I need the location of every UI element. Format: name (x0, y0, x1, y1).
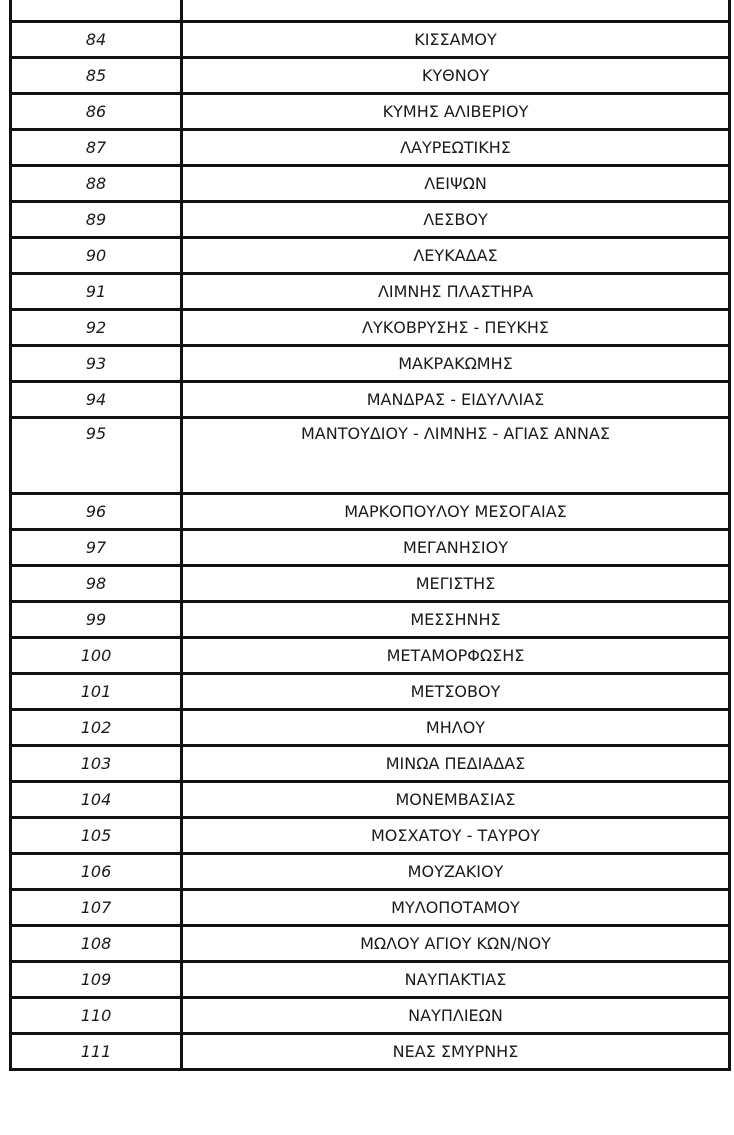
municipality-name: ΝΕΑΣ ΣΜΥΡΝΗΣ (182, 1034, 730, 1070)
row-number: 95 (11, 418, 182, 494)
row-number: 84 (11, 22, 182, 58)
municipality-name: ΜΙΝΩΑ ΠΕΔΙΑΔΑΣ (182, 746, 730, 782)
municipality-name: ΜΑΚΡΑΚΩΜΗΣ (182, 346, 730, 382)
municipality-name: ΜΥΛΟΠΟΤΑΜΟΥ (182, 890, 730, 926)
row-number: 92 (11, 310, 182, 346)
municipality-name: ΜΑΝΔΡΑΣ - ΕΙΔΥΛΛΙΑΣ (182, 382, 730, 418)
table-row (11, 1034, 730, 1070)
municipality-name: ΝΑΥΠΛΙΕΩΝ (182, 998, 730, 1034)
table-row (11, 530, 730, 566)
table-row (11, 746, 730, 782)
row-number: 86 (11, 94, 182, 130)
row-number: 100 (11, 638, 182, 674)
table-row (11, 890, 730, 926)
municipalities-table (9, 0, 731, 1071)
municipality-name: ΛΕΙΨΩΝ (182, 166, 730, 202)
row-number: 87 (11, 130, 182, 166)
municipality-name: ΜΕΓΑΝΗΣΙΟΥ (182, 530, 730, 566)
municipality-name: ΜΟΥΖΑΚΙΟΥ (182, 854, 730, 890)
municipality-name: ΜΟΣΧΑΤΟΥ - ΤΑΥΡΟΥ (182, 818, 730, 854)
row-number: 102 (11, 710, 182, 746)
table-row (11, 566, 730, 602)
table-row (11, 382, 730, 418)
row-number: 106 (11, 854, 182, 890)
row-number: 99 (11, 602, 182, 638)
table-row (11, 638, 730, 674)
municipality-name: ΚΙΣΣΑΜΟΥ (182, 22, 730, 58)
table-row (11, 674, 730, 710)
municipality-name: ΛΕΥΚΑΔΑΣ (182, 238, 730, 274)
table-row (11, 854, 730, 890)
row-number (11, 0, 182, 22)
table-row (11, 22, 730, 58)
row-number: 103 (11, 746, 182, 782)
row-number: 110 (11, 998, 182, 1034)
table-row (11, 202, 730, 238)
row-number: 93 (11, 346, 182, 382)
row-number: 88 (11, 166, 182, 202)
municipality-name: ΛΕΣΒΟΥ (182, 202, 730, 238)
row-number: 108 (11, 926, 182, 962)
table-row (11, 130, 730, 166)
row-number: 104 (11, 782, 182, 818)
table-row (11, 962, 730, 998)
municipality-name: ΚΥΘΝΟΥ (182, 58, 730, 94)
row-number: 109 (11, 962, 182, 998)
municipality-name: ΜΑΝΤΟΥΔΙΟΥ - ΛΙΜΝΗΣ - ΑΓΙΑΣ ΑΝΝΑΣ (182, 418, 730, 494)
municipality-name: ΜΗΛΟΥ (182, 710, 730, 746)
table-row (11, 238, 730, 274)
row-number: 85 (11, 58, 182, 94)
row-number: 90 (11, 238, 182, 274)
table-row (11, 782, 730, 818)
table-row (11, 0, 730, 22)
row-number: 89 (11, 202, 182, 238)
table-row (11, 710, 730, 746)
table-row (11, 310, 730, 346)
municipality-name: ΜΕΤΑΜΟΡΦΩΣΗΣ (182, 638, 730, 674)
table-row (11, 494, 730, 530)
municipality-name: ΜΩΛΟΥ ΑΓΙΟΥ ΚΩΝ/ΝΟΥ (182, 926, 730, 962)
row-number: 101 (11, 674, 182, 710)
municipality-name (182, 0, 730, 22)
municipality-name: ΚΥΜΗΣ ΑΛΙΒΕΡΙΟΥ (182, 94, 730, 130)
table-row (11, 58, 730, 94)
table-row (11, 94, 730, 130)
row-number: 94 (11, 382, 182, 418)
municipality-name: ΜΟΝΕΜΒΑΣΙΑΣ (182, 782, 730, 818)
row-number: 107 (11, 890, 182, 926)
table-row (11, 818, 730, 854)
table-row (11, 346, 730, 382)
table-row (11, 418, 730, 494)
table-row (11, 926, 730, 962)
municipality-name: ΜΕΣΣΗΝΗΣ (182, 602, 730, 638)
municipality-name: ΛΥΚΟΒΡΥΣΗΣ - ΠΕΥΚΗΣ (182, 310, 730, 346)
municipalities-table-container (9, 0, 728, 1071)
table-row (11, 998, 730, 1034)
row-number: 96 (11, 494, 182, 530)
row-number: 111 (11, 1034, 182, 1070)
municipality-name: ΛΑΥΡΕΩΤΙΚΗΣ (182, 130, 730, 166)
table-row (11, 274, 730, 310)
row-number: 98 (11, 566, 182, 602)
municipality-name: ΜΕΤΣΟΒΟΥ (182, 674, 730, 710)
municipality-name: ΜΑΡΚΟΠΟΥΛΟΥ ΜΕΣΟΓΑΙΑΣ (182, 494, 730, 530)
municipality-name: ΝΑΥΠΑΚΤΙΑΣ (182, 962, 730, 998)
municipality-name: ΛΙΜΝΗΣ ΠΛΑΣΤΗΡΑ (182, 274, 730, 310)
row-number: 97 (11, 530, 182, 566)
table-row (11, 602, 730, 638)
row-number: 91 (11, 274, 182, 310)
municipality-name: ΜΕΓΙΣΤΗΣ (182, 566, 730, 602)
table-row (11, 166, 730, 202)
row-number: 105 (11, 818, 182, 854)
